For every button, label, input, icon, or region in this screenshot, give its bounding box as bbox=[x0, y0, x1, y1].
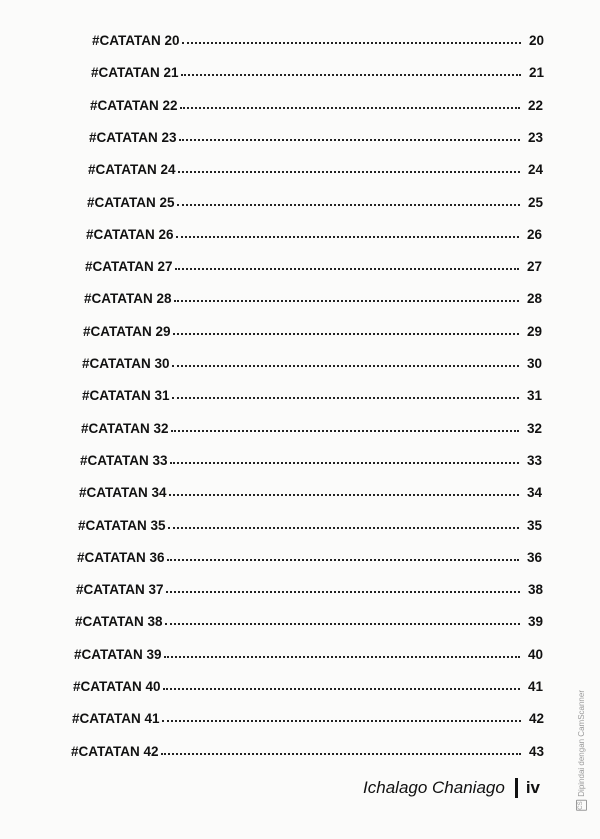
toc-entry-label: #CATATAN 31 bbox=[82, 388, 170, 404]
toc-entry-page: 28 bbox=[526, 291, 542, 307]
page-footer bbox=[363, 778, 540, 798]
toc-entry[interactable] bbox=[74, 642, 543, 662]
toc-leader-dots bbox=[173, 333, 519, 335]
toc-entry[interactable] bbox=[88, 157, 543, 177]
toc-entry[interactable] bbox=[84, 286, 542, 306]
toc-entry-label: #CATATAN 41 bbox=[72, 711, 160, 727]
toc-entry[interactable] bbox=[79, 480, 542, 500]
toc-entry-label: #CATATAN 34 bbox=[79, 485, 167, 501]
toc-entry[interactable] bbox=[90, 93, 543, 113]
toc-leader-dots bbox=[179, 139, 520, 141]
toc-leader-dots bbox=[163, 688, 520, 690]
toc-entry-page: 22 bbox=[527, 97, 543, 113]
toc-entry-label: #CATATAN 26 bbox=[86, 226, 174, 242]
scanner-watermark bbox=[576, 690, 587, 811]
toc-entry-page: 33 bbox=[526, 452, 542, 468]
toc-leader-dots bbox=[182, 42, 521, 44]
toc-entry[interactable] bbox=[82, 351, 542, 371]
footer-author: Ichalago Chaniago bbox=[363, 778, 505, 797]
toc-entry[interactable] bbox=[75, 609, 543, 629]
footer-page-number: iv bbox=[525, 778, 540, 797]
toc-entry-label: #CATATAN 24 bbox=[88, 162, 176, 178]
toc-entry-label: #CATATAN 33 bbox=[80, 452, 168, 468]
footer-divider bbox=[515, 778, 518, 798]
toc-entry-label: #CATATAN 42 bbox=[71, 743, 159, 759]
watermark-text: Dipindai dengan CamScanner bbox=[577, 690, 586, 797]
toc-leader-dots bbox=[164, 656, 520, 658]
toc-entry-page: 34 bbox=[526, 485, 542, 501]
toc-leader-dots bbox=[166, 591, 520, 593]
toc-entry-label: #CATATAN 23 bbox=[89, 129, 177, 145]
toc-leader-dots bbox=[172, 365, 519, 367]
toc-entry-label: #CATATAN 37 bbox=[76, 582, 164, 598]
toc-entry-page: 32 bbox=[526, 420, 542, 436]
toc-entry-page: 40 bbox=[527, 646, 543, 662]
toc-entry-page: 29 bbox=[526, 323, 542, 339]
toc-entry[interactable] bbox=[91, 60, 544, 80]
toc-leader-dots bbox=[174, 300, 519, 302]
toc-entry[interactable] bbox=[85, 254, 542, 274]
toc-leader-dots bbox=[178, 171, 520, 173]
toc-leader-dots bbox=[168, 527, 519, 529]
toc-entry-label: #CATATAN 21 bbox=[91, 65, 179, 81]
toc-leader-dots bbox=[177, 204, 520, 206]
toc-entry[interactable] bbox=[80, 448, 542, 468]
toc-entry[interactable] bbox=[92, 28, 544, 48]
toc-entry-label: #CATATAN 35 bbox=[78, 517, 166, 533]
toc-leader-dots bbox=[170, 462, 519, 464]
toc-leader-dots bbox=[180, 107, 520, 109]
toc-leader-dots bbox=[172, 397, 519, 399]
toc-entry-page: 35 bbox=[526, 517, 542, 533]
toc-entry[interactable] bbox=[82, 383, 542, 403]
toc-entry-page: 39 bbox=[527, 614, 543, 630]
toc-entry-page: 23 bbox=[527, 129, 543, 145]
toc-entry-label: #CATATAN 38 bbox=[75, 614, 163, 630]
toc-entry-label: #CATATAN 32 bbox=[81, 420, 169, 436]
toc-entry-label: #CATATAN 25 bbox=[87, 194, 175, 210]
toc-entry-page: 26 bbox=[526, 226, 542, 242]
toc-leader-dots bbox=[181, 74, 521, 76]
toc-entry-label: #CATATAN 30 bbox=[82, 356, 170, 371]
toc-leader-dots bbox=[171, 430, 519, 432]
toc-entry-label: #CATATAN 20 bbox=[92, 33, 180, 48]
toc-entry-label: #CATATAN 29 bbox=[83, 323, 171, 339]
toc-leader-dots bbox=[176, 236, 519, 238]
toc-entry-page: 24 bbox=[527, 162, 543, 178]
toc-entry[interactable] bbox=[87, 190, 543, 210]
toc-entry-label: #CATATAN 40 bbox=[73, 679, 161, 694]
toc-entry[interactable] bbox=[81, 416, 542, 436]
toc-entry[interactable] bbox=[71, 739, 544, 759]
toc-entry[interactable] bbox=[73, 674, 543, 694]
toc-entry-page: 36 bbox=[526, 549, 542, 565]
toc-entry[interactable] bbox=[78, 513, 542, 533]
toc-leader-dots bbox=[161, 753, 521, 755]
toc-entry-page: 21 bbox=[528, 65, 544, 81]
toc-entry-page: 25 bbox=[527, 194, 543, 210]
toc-entry-label: #CATATAN 39 bbox=[74, 646, 162, 662]
toc-entry[interactable] bbox=[72, 706, 544, 726]
toc-entry-page: 42 bbox=[528, 711, 544, 727]
toc-entry-label: #CATATAN 28 bbox=[84, 291, 172, 307]
toc-entry[interactable] bbox=[89, 125, 543, 145]
toc-entry-page: 30 bbox=[526, 356, 542, 371]
toc-leader-dots bbox=[167, 559, 519, 561]
toc-entry-page: 43 bbox=[528, 743, 544, 759]
toc-entry-page: 31 bbox=[526, 388, 542, 404]
toc-entry[interactable] bbox=[86, 222, 542, 242]
camscanner-icon: CS bbox=[576, 800, 587, 811]
toc-entry[interactable] bbox=[76, 577, 543, 597]
toc-entry-page: 27 bbox=[526, 259, 542, 275]
toc-entry-label: #CATATAN 36 bbox=[77, 549, 165, 565]
toc-entry[interactable] bbox=[77, 545, 542, 565]
toc-entry[interactable] bbox=[83, 319, 542, 339]
toc-entry-label: #CATATAN 22 bbox=[90, 97, 178, 113]
toc-leader-dots bbox=[169, 494, 519, 496]
toc-leader-dots bbox=[175, 268, 519, 270]
toc-entry-page: 41 bbox=[527, 679, 543, 694]
toc-leader-dots bbox=[162, 720, 521, 722]
toc-entry-page: 38 bbox=[527, 582, 543, 598]
toc-entry-label: #CATATAN 27 bbox=[85, 259, 173, 275]
toc-entry-page: 20 bbox=[528, 33, 544, 48]
toc-leader-dots bbox=[165, 623, 520, 625]
